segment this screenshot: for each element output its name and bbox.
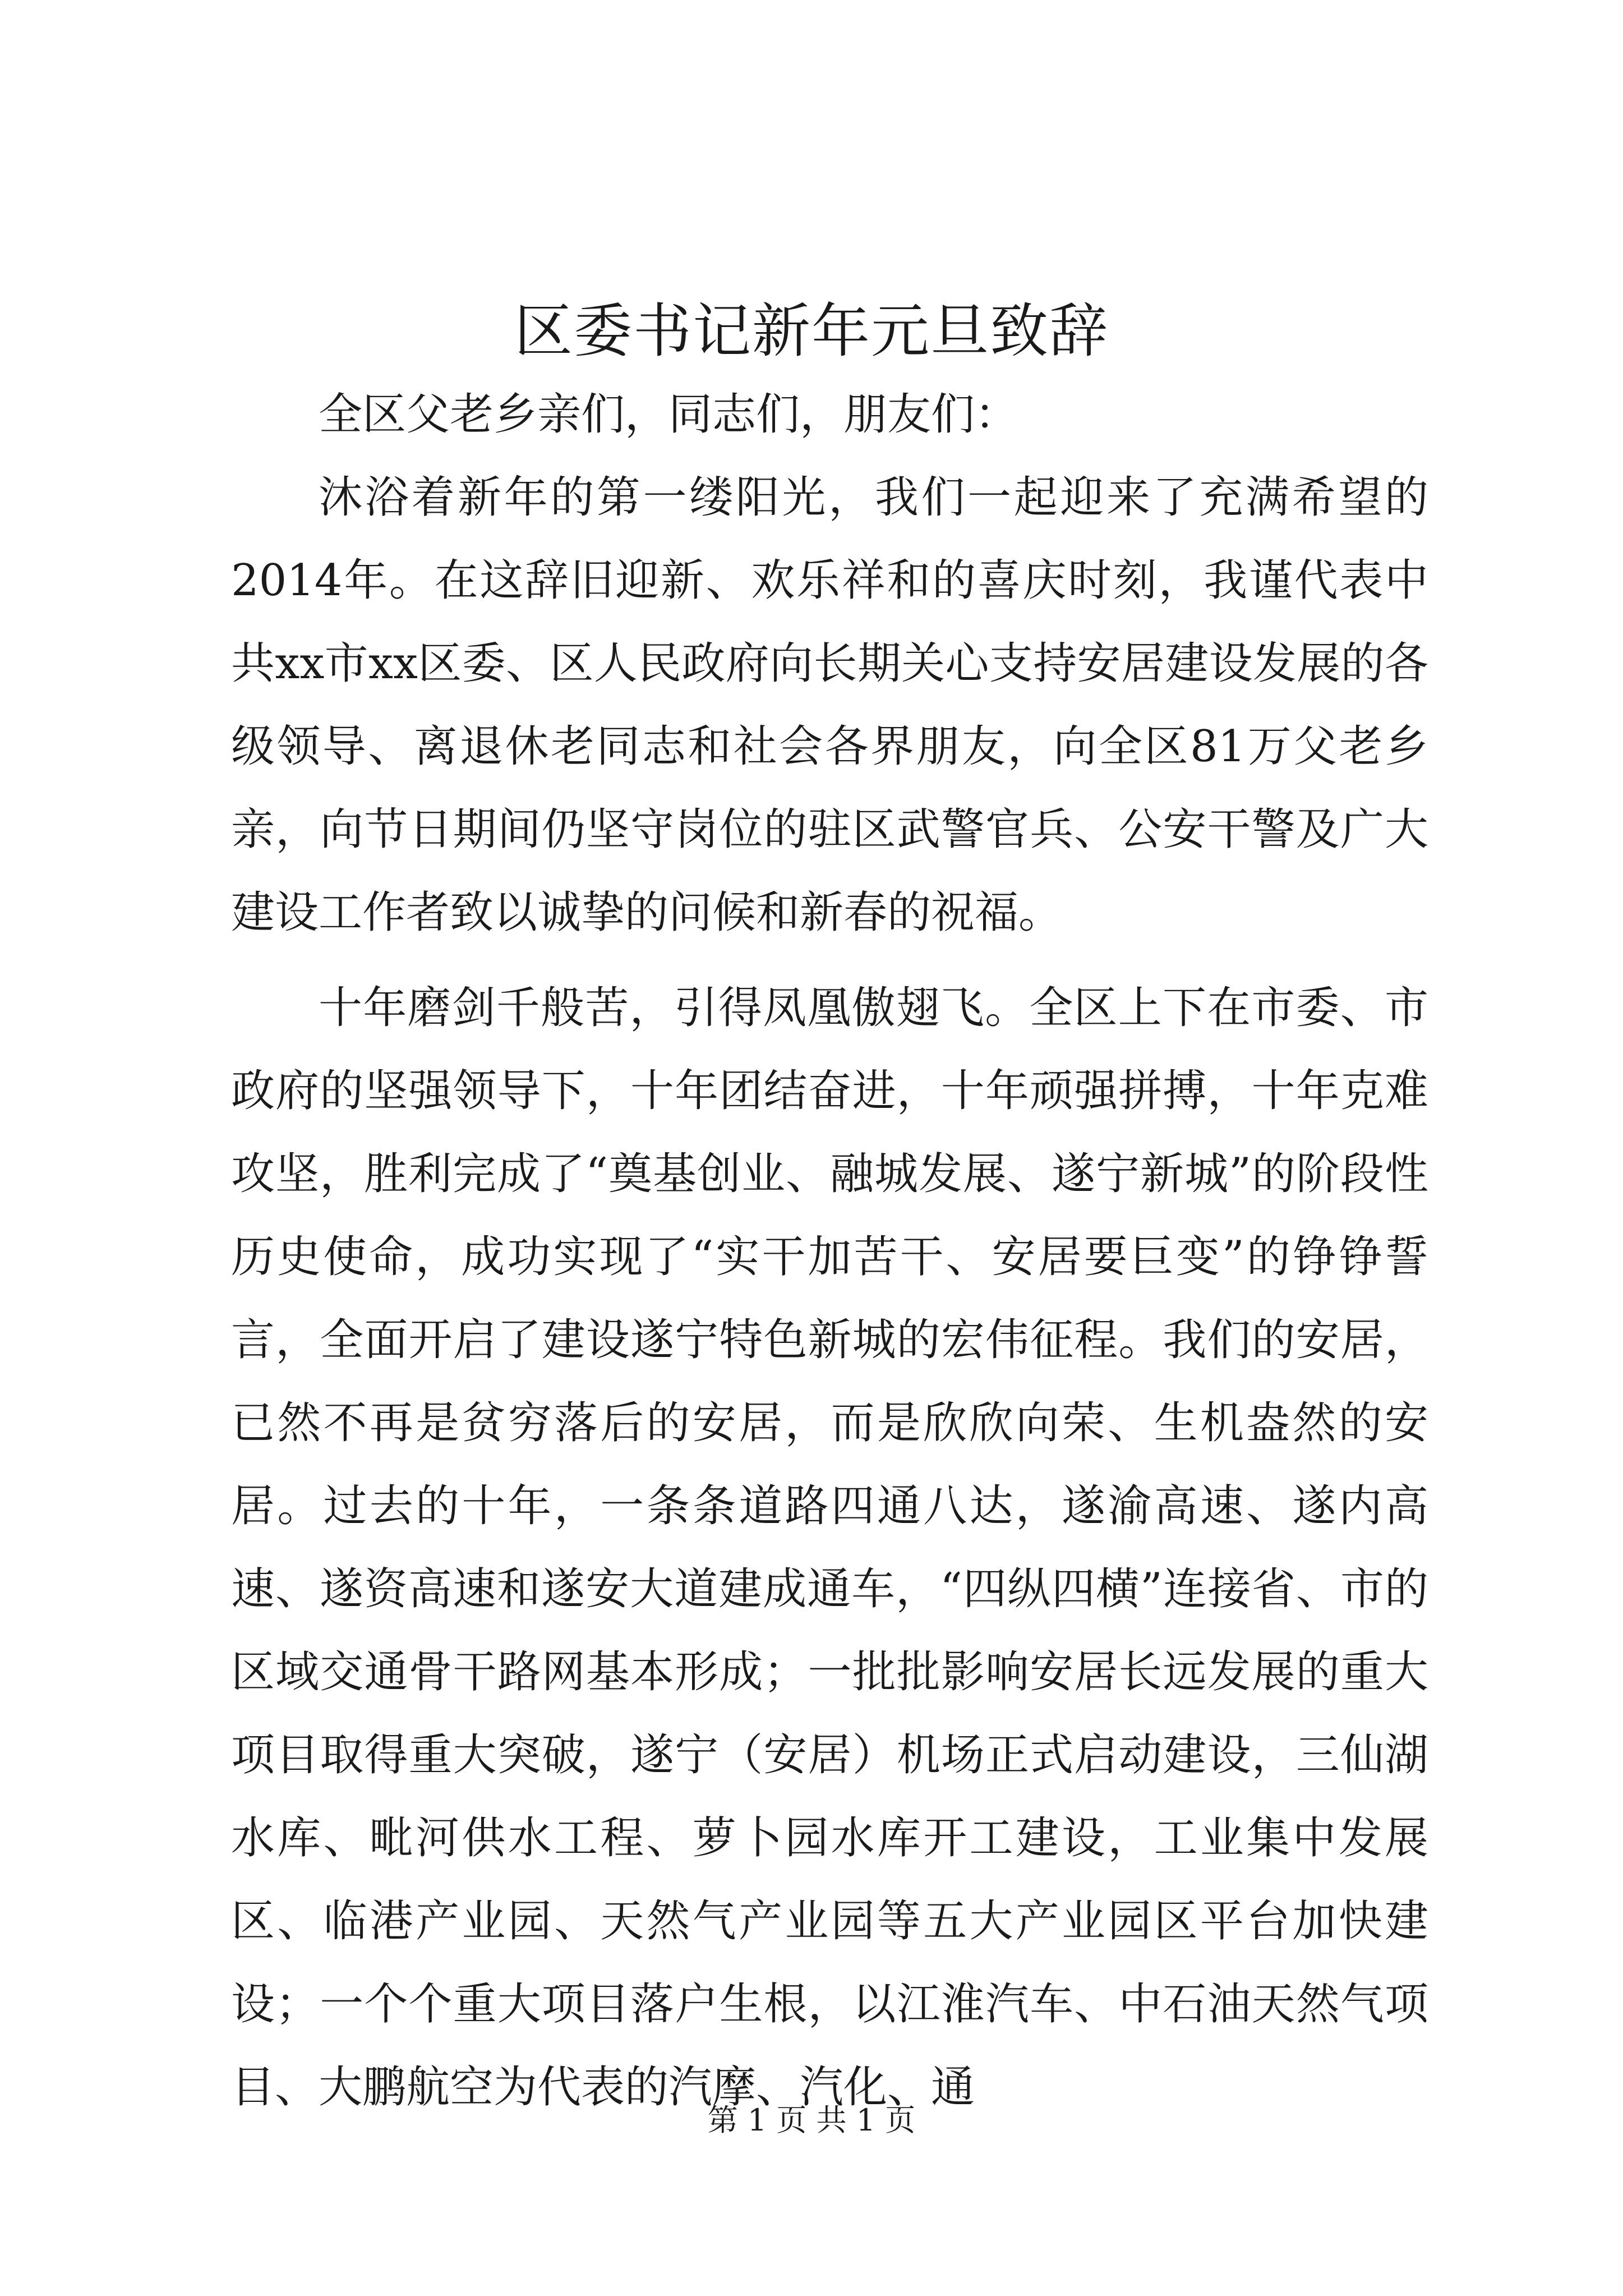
paragraph-greeting: 全区父老乡亲们，同志们，朋友们： — [319, 389, 1019, 440]
paragraph-new-year-greetings: 沐浴着新年的第一缕阳光，我们一起迎来了充满希望的2014年。在这辞旧迎新、欢乐祥和的喜庆时刻，我谨代表中共xx市xx区委、区人民政府向长期关心支持安居建设发展的各级领导、离退休老同志和社会各界朋友，向全区81万父老乡亲，向节日期间仍坚守岗位的驻区武警官兵、公安干警及广大建设工作者致以诚挚的问候和新春的祝福。 — [231, 472, 1428, 938]
paragraph-ten-year-review: 十年磨剑千般苦，引得凤凰傲翅飞。全区上下在市委、市政府的坚强领导下，十年团结奋进，十年顽强拼搏，十年克难攻坚，胜利完成了“奠基创业、融城发展、遂宁新城”的阶段性历史使命，成功实现了“实干加苦干、安居要巨变”的铮铮誓言，全面开启了建设遂宁特色新城的宏伟征程。我们的安居，已然不再是贫穷落后的安居，而是欣欣向荣、生机盎然的安居。过去的十年，一条条道路四通八达，遂渝高速、遂内高速、遂资高速和遂安大道建成通车，“四纵四横”连接省、市的区域交通骨干路网基本形成；一批批影响安居长远发展的重大项目取得重大突破，遂宁（安居）机场正式启动建设，三仙湖水库、毗河供水工程、萝卜园水库开工建设，工业集中发展区、临港产业园、天然气产业园等五大产业园区平台加快建设；一个个重大项目落户生根，以江淮汽车、中石油天然气项目、大鹏航空为代表的汽摩、汽化、通 — [231, 983, 1428, 2113]
document-body — [231, 373, 1428, 2129]
document-title: 区委书记新年元旦致辞 — [514, 297, 1109, 365]
page-number-footer: 第 1 页 共 1 页 — [707, 2102, 916, 2138]
